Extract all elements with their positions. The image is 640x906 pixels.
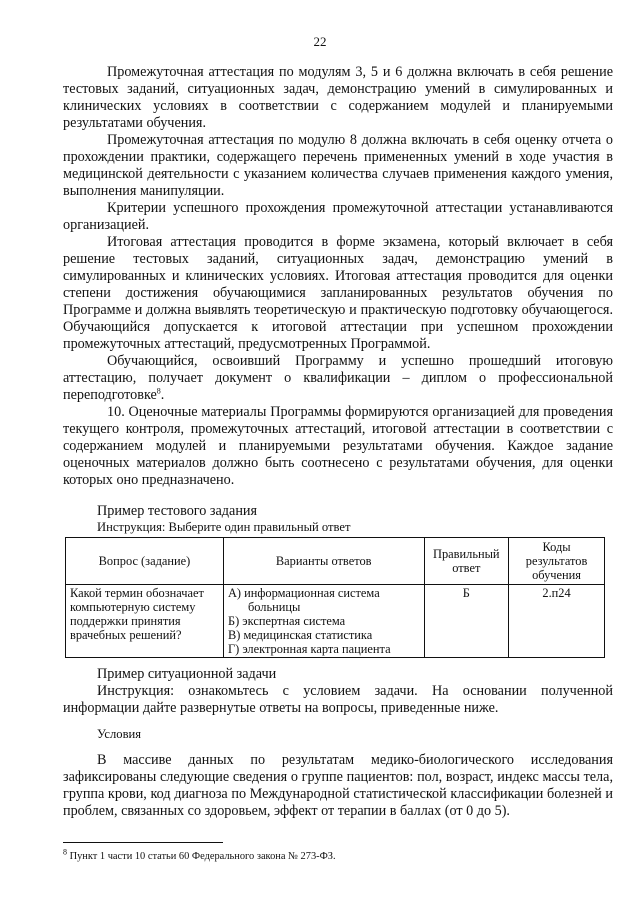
- paragraph-assessment-materials: 10. Оценочные материалы Программы формируются организацией для проведения текущего контроля, промежуточных аттестаций, итоговой аттестации в соответствии с содержанием модулей и планируемыми результатами обучения. Каждое задание оценочных материалов должно быть соотнесено с результатами обучения, для оценки которых оно предназначено.: [63, 404, 613, 488]
- paragraph-final-attestation: Итоговая аттестация проводится в форме экзамена, который включает в себя решение тестовых заданий, ситуационных задач, демонстрацию умений в симулированных и клинических условиях. Итоговая аттестация проводится для оценки степени достижения обучающимися запланированных результатов обучения по Программе и должна выявлять теоретическую и практическую подготовку обучающегося. Обучающийся допускается к итоговой аттестации при успешном прохождении промежуточных аттестаций, предусмотренных Программой.: [63, 234, 613, 352]
- document-body: [63, 64, 613, 820]
- paragraph-diploma: [63, 353, 613, 404]
- cell-answers: [223, 585, 424, 658]
- header-correct: Правильный ответ: [424, 538, 509, 585]
- answer-option-d: Г) электронная карта пациента: [227, 642, 391, 656]
- cell-learning-code: 2.п24: [509, 585, 605, 658]
- paragraph-diploma-end: .: [160, 387, 165, 403]
- situational-instruction: Инструкция: ознакомьтесь с условием задачи. На основании полученной информации дайте развернутые ответы на вопросы, приведенные ниже.: [63, 683, 613, 716]
- footnote: [63, 847, 336, 862]
- cell-correct-answer: Б: [424, 585, 509, 658]
- test-example-title: Пример тестового задания: [97, 503, 258, 519]
- answer-option-a: А) информационная система: [227, 586, 380, 600]
- page-number: 22: [313, 34, 327, 49]
- conditions-label: Условия: [97, 727, 142, 741]
- situational-title: Пример ситуационной задачи: [97, 666, 277, 682]
- answer-option-b: Б) экспертная система: [227, 614, 346, 628]
- table-header-row: [66, 538, 605, 585]
- answer-option-c: В) медицинская статистика: [227, 628, 373, 642]
- footnote-mark: 8: [63, 847, 67, 857]
- header-answers: Варианты ответов: [223, 538, 424, 585]
- table-row: [66, 585, 605, 658]
- header-codes: Коды результатов обучения: [509, 538, 605, 585]
- footnote-divider: [63, 842, 223, 843]
- paragraph-diploma-text: Обучающийся, освоивший Программу и успешно прошедший итоговую аттестацию, получает документ о квалификации – диплом о профессиональной переподготовке: [63, 353, 613, 403]
- test-example-table: [65, 537, 605, 658]
- test-example-instruction: Инструкция: Выберите один правильный ответ: [97, 520, 351, 534]
- conditions-text: В массиве данных по результатам медико-биологического исследования зафиксированы следующие сведения о группе пациентов: пол, возраст, индекс массы тела, группа крови, код диагноза по Международной статистической классификации болезней и проблем, связанных со здоровьем, эффект от терапии в баллах (от 0 до 5).: [63, 752, 613, 819]
- paragraph-criteria: Критерии успешного прохождения промежуточной аттестации устанавливаются организацией.: [63, 200, 613, 233]
- footnote-reference[interactable]: 8: [156, 386, 161, 396]
- answer-option-a-cont: больницы: [247, 600, 301, 614]
- header-question: Вопрос (задание): [66, 538, 224, 585]
- cell-question: Какой термин обозначает компьютерную систему поддержки принятия врачебных решений?: [66, 585, 224, 658]
- paragraph-interim-module-8: Промежуточная аттестация по модулю 8 должна включать в себя оценку отчета о прохождении практики, содержащего перечень примененных умений в ходе участия в медицинской деятельности с указанием количества случаев применения каждого умения, выполнения манипуляции.: [63, 132, 613, 199]
- paragraph-interim-modules: Промежуточная аттестация по модулям 3, 5 и 6 должна включать в себя решение тестовых заданий, ситуационных задач, демонстрацию умений в симулированных и клинических условиях в соответствии с содержанием модулей и планируемыми результатами обучения.: [63, 64, 613, 131]
- footnote-text: Пункт 1 части 10 статьи 60 Федерального закона № 273-ФЗ.: [67, 851, 336, 862]
